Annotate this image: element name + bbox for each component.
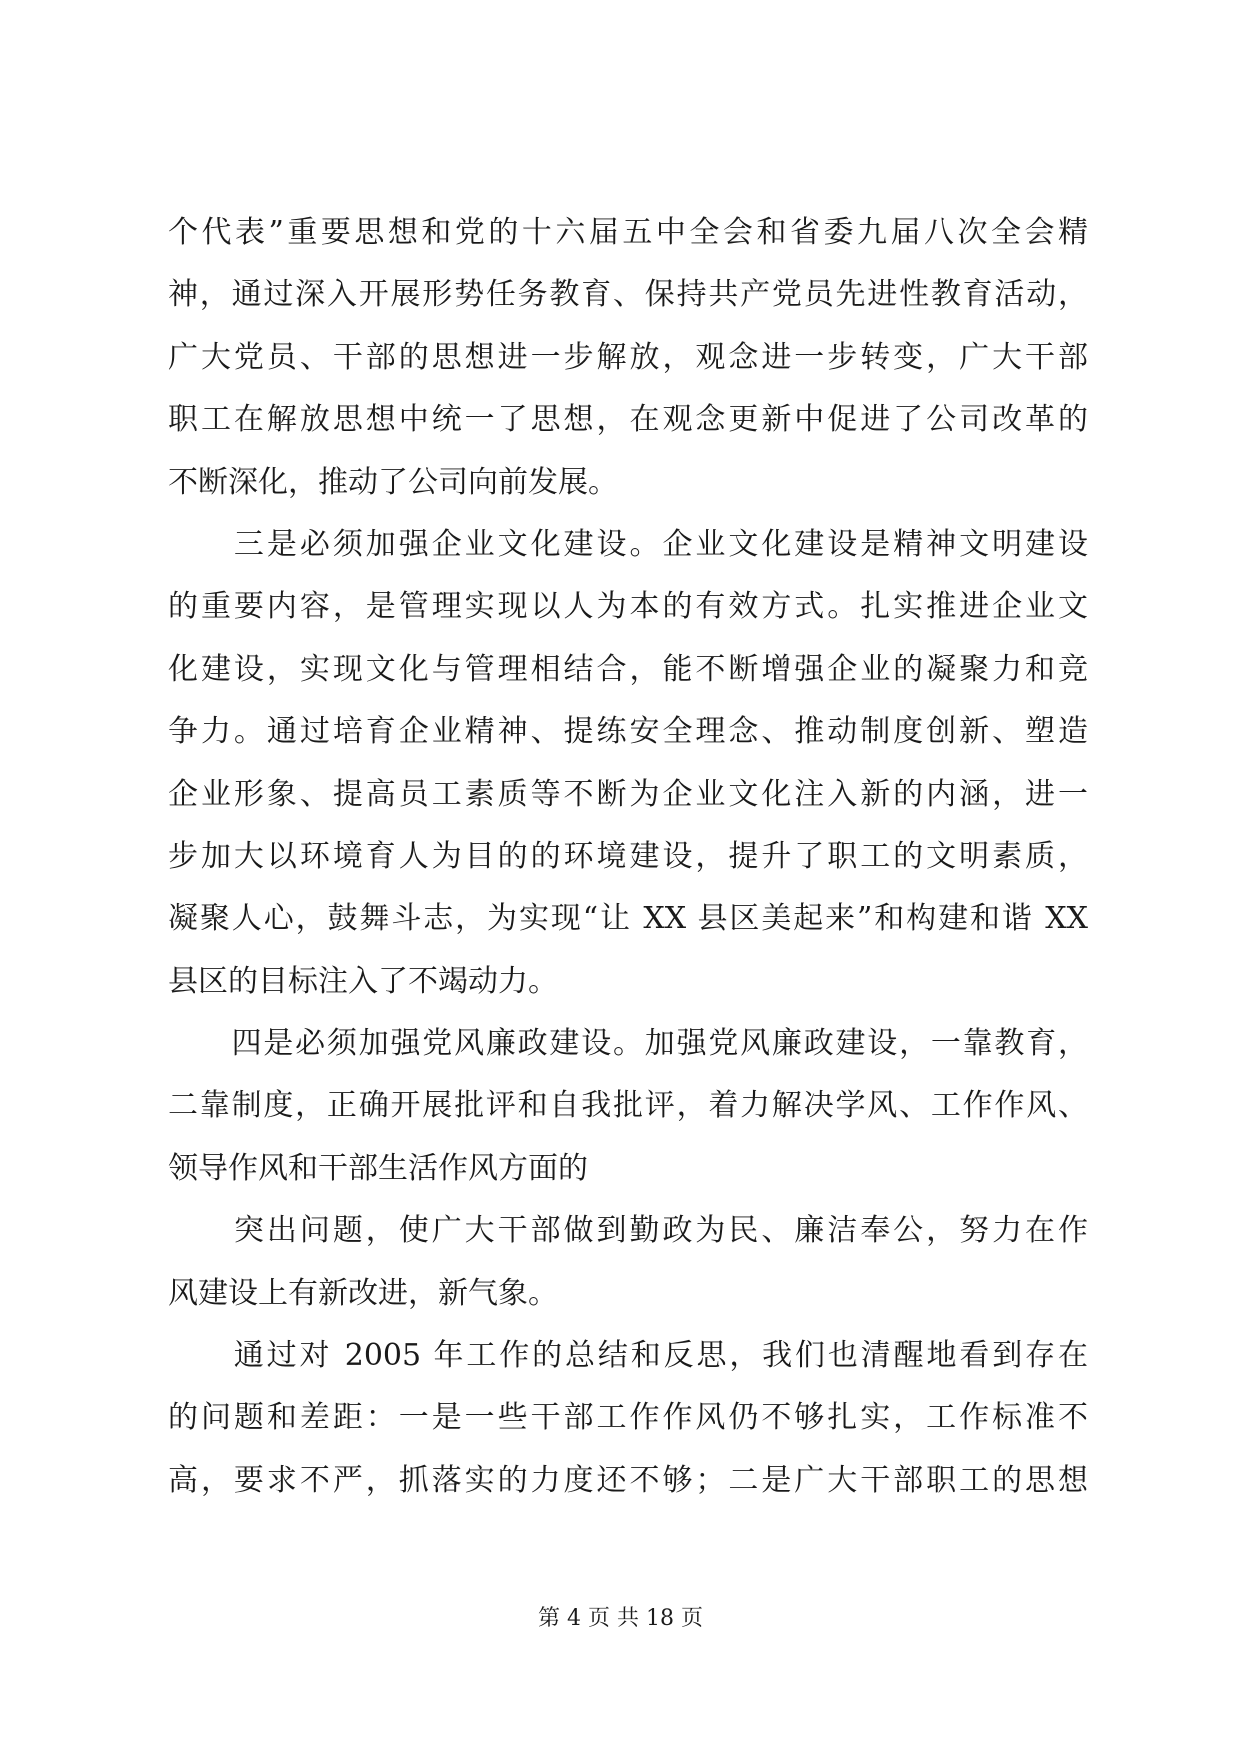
text-line: 通过对 2005 年工作的总结和反思，我们也清醒地看到存在	[168, 1338, 1088, 1374]
text-line: 领导作风和干部生活作风方面的	[168, 1150, 588, 1186]
body-text	[168, 202, 1088, 1512]
text-line: 高，要求不严，抓落实的力度还不够；二是广大干部职工的思想	[168, 1462, 1088, 1498]
text-line: 突出问题，使广大干部做到勤政为民、廉洁奉公，努力在作	[168, 1213, 1088, 1249]
text-line: 广大党员、干部的思想进一步解放，观念进一步转变，广大干部	[168, 339, 1088, 375]
text-line: 风建设上有新改进，新气象。	[168, 1275, 558, 1311]
text-line: 凝聚人心，鼓舞斗志，为实现“让 XX 县区美起来”和构建和谐 XX	[168, 901, 1088, 937]
text-line: 化建设，实现文化与管理相结合，能不断增强企业的凝聚力和竞	[168, 651, 1088, 687]
text-line: 二靠制度，正确开展批评和自我批评，着力解决学风、工作作风、	[168, 1088, 1088, 1124]
text-line: 不断深化，推动了公司向前发展。	[168, 464, 618, 500]
page-footer: 第 4 页 共 18 页	[538, 1606, 703, 1631]
text-line: 四是必须加强党风廉政建设。加强党风廉政建设，一靠教育，	[168, 1026, 1088, 1062]
text-line: 的重要内容，是管理实现以人为本的有效方式。扎实推进企业文	[168, 589, 1088, 625]
text-line: 企业形象、提高员工素质等不断为企业文化注入新的内涵，进一	[168, 776, 1088, 812]
text-line: 的问题和差距：一是一些干部工作作风仍不够扎实，工作标准不	[168, 1400, 1088, 1436]
text-line: 三是必须加强企业文化建设。企业文化建设是精神文明建设	[168, 526, 1088, 562]
text-line: 县区的目标注入了不竭动力。	[168, 963, 558, 999]
text-line: 个代表”重要思想和党的十六届五中全会和省委九届八次全会精	[168, 215, 1088, 250]
text-line: 职工在解放思想中统一了思想，在观念更新中促进了公司改革的	[168, 402, 1088, 438]
text-line: 步加大以环境育人为目的的环境建设，提升了职工的文明素质，	[168, 838, 1088, 874]
text-line: 争力。通过培育企业精神、提练安全理念、推动制度创新、塑造	[168, 714, 1088, 750]
text-line: 神，通过深入开展形势任务教育、保持共产党员先进性教育活动，	[168, 277, 1088, 313]
